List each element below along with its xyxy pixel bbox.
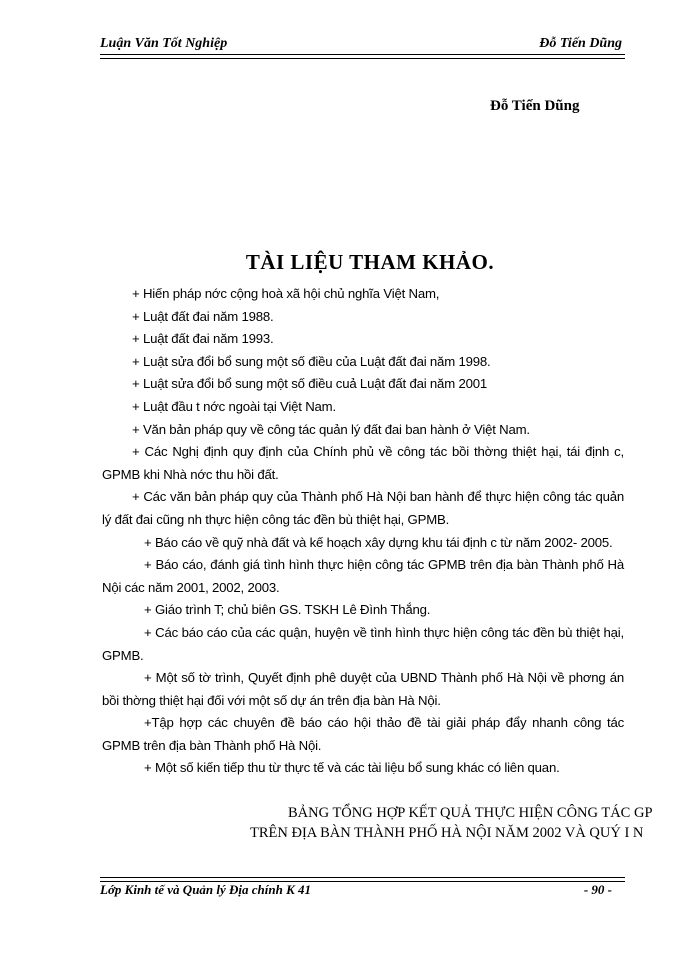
reference-item: + Luật sửa đổi bổ sung một số điều cuả Luật đất đai năm 2001 xyxy=(132,376,487,392)
reference-item: + Luật sửa đổi bổ sung một số điều của Luật đất đai năm 1998. xyxy=(132,353,491,369)
reference-item: + Một số tờ trình, Quyết định phê duyệt của UBND Thành phố Hà Nội về phơng án bồi thờng thiệt hại đối với một số dự án trên địa bàn Hà Nội. xyxy=(102,670,624,708)
footer-class-label: Lớp Kinh tế và Quản lý Địa chính K 41 xyxy=(100,882,312,897)
reference-item: + Một số kiến tiếp thu từ thực tế và các tài liệu bổ sung khác có liên quan. xyxy=(144,760,560,776)
header-divider xyxy=(100,54,625,59)
reference-list xyxy=(102,283,624,780)
reference-item: + Giáo trình T; chủ biên GS. TSKH Lê Đình Thắng. xyxy=(144,602,431,618)
reference-item: + Các báo cáo của các quận, huyện về tình hình thực hiện công tác đền bù thiệt hại, GPMB. xyxy=(102,624,624,663)
header-thesis-label: Luận Văn Tốt Nghiệp xyxy=(100,36,228,51)
table-caption-line-1: BẢNG TỔNG HỢP KẾT QUẢ THỰC HIỆN CÔNG TÁC GP xyxy=(288,805,653,821)
reference-item: + Luật đất đai năm 1988. xyxy=(132,308,274,324)
page-title: TÀI LIỆU THAM KHẢO. xyxy=(245,250,495,274)
reference-item: + Luật đất đai năm 1993. xyxy=(132,331,274,347)
reference-item: + Văn bản pháp quy về công tác quản lý đất đai ban hành ở Việt Nam. xyxy=(132,421,530,437)
reference-item: + Luật đầu t nớc ngoài tại Việt Nam. xyxy=(132,398,336,414)
reference-item: + Hiến pháp nớc cộng hoà xã hội chủ nghĩa Việt Nam, xyxy=(132,286,440,301)
reference-item: + Báo cáo, đánh giá tình hình thực hiện công tác GPMB trên địa bàn Thành phố Hà Nội các năm 2001, 2002, 2003. xyxy=(102,557,624,595)
table-caption xyxy=(250,803,700,843)
reference-item: + Báo cáo về quỹ nhà đất và kế hoạch xây dựng khu tái định c từ năm 2002- 2005. xyxy=(144,534,613,550)
header-author-name: Đỗ Tiến Dũng xyxy=(539,36,622,51)
table-caption-line-2: TRÊN ĐỊA BÀN THÀNH PHỐ HÀ NỘI NĂM 2002 VÀ QUÝ I N xyxy=(250,825,644,841)
reference-item: + Các văn bản pháp quy của Thành phố Hà Nội ban hành để thực hiện công tác quản lý đất đai cũng nh thực hiện công tác đền bù thiệt hại, GPMB. xyxy=(102,489,624,527)
reference-item: +Tập hợp các chuyên đề báo cáo hội thảo đề tài giải pháp đẩy nhanh công tác GPMB trên địa bàn Thành phố Hà Nội. xyxy=(102,715,624,753)
page-number: - 90 - xyxy=(583,882,612,897)
reference-item: + Các Nghị định quy định của Chính phủ về công tác bồi thờng thiệt hại, tái định c, GPMB khi Nhà nớc thu hồi đất. xyxy=(102,444,624,482)
author-name: Đỗ Tiến Dũng xyxy=(490,98,580,114)
